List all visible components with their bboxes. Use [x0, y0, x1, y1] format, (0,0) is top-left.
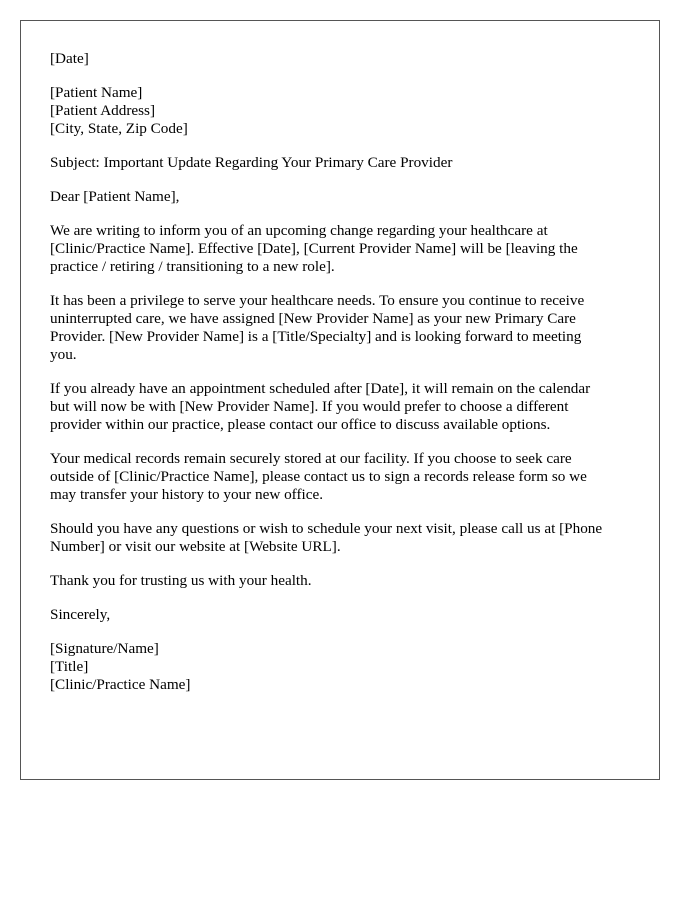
signature-block	[50, 640, 631, 694]
paragraph-line: It has been a privilege to serve your healthcare needs. To ensure you continue to receive	[50, 292, 585, 309]
signature-organization: [Clinic/Practice Name]	[50, 676, 191, 693]
closing-text: Sincerely,	[50, 606, 111, 623]
paragraph-appointments	[50, 380, 631, 434]
paragraph-line: Number] or visit our website at [Website URL].	[50, 538, 341, 555]
salutation-text: Dear [Patient Name],	[50, 188, 180, 205]
letter-subject	[50, 154, 631, 172]
letter-closing	[50, 606, 631, 624]
paragraph-line: practice / retiring / transitioning to a new role].	[50, 258, 335, 275]
recipient-city-state-zip: [City, State, Zip Code]	[50, 120, 188, 137]
recipient-name: [Patient Name]	[50, 84, 143, 101]
paragraph-line: uninterrupted care, we have assigned [New Provider Name] as your new Primary Care	[50, 310, 576, 327]
date-text: [Date]	[50, 50, 89, 67]
letter-page	[20, 20, 660, 780]
paragraph-line: Your medical records remain securely stored at our facility. If you choose to seek care	[50, 450, 572, 467]
paragraph-contact	[50, 520, 631, 556]
paragraph-line: may transfer your history to your new office.	[50, 486, 324, 503]
letter-salutation	[50, 188, 631, 206]
paragraph-new-provider	[50, 292, 631, 364]
paragraph-line: outside of [Clinic/Practice Name], please contact us to sign a records release form so we	[50, 468, 587, 485]
paragraph-line: Provider. [New Provider Name] is a [Title/Specialty] and is looking forward to meeting	[50, 328, 582, 345]
paragraph-line: If you already have an appointment scheduled after [Date], it will remain on the calendar	[50, 380, 591, 397]
paragraph-provider-change	[50, 222, 631, 276]
paragraph-line: Thank you for trusting us with your health.	[50, 572, 312, 589]
paragraph-line: We are writing to inform you of an upcoming change regarding your healthcare at	[50, 222, 548, 239]
paragraph-line: provider within our practice, please contact our office to discuss available options.	[50, 416, 551, 433]
letter-date	[50, 50, 631, 68]
paragraph-line: [Clinic/Practice Name]. Effective [Date], [Current Provider Name] will be [leaving the	[50, 240, 578, 257]
paragraph-thank-you	[50, 572, 631, 590]
paragraph-line: Should you have any questions or wish to schedule your next visit, please call us at [Phone	[50, 520, 603, 537]
signature-title: [Title]	[50, 658, 89, 675]
paragraph-medical-records	[50, 450, 631, 504]
paragraph-line: you.	[50, 346, 77, 363]
signature-name: [Signature/Name]	[50, 640, 159, 657]
recipient-address-block	[50, 84, 631, 138]
recipient-address: [Patient Address]	[50, 102, 156, 119]
paragraph-line: but will now be with [New Provider Name]. If you would prefer to choose a different	[50, 398, 569, 415]
subject-text: Subject: Important Update Regarding Your Primary Care Provider	[50, 154, 453, 171]
